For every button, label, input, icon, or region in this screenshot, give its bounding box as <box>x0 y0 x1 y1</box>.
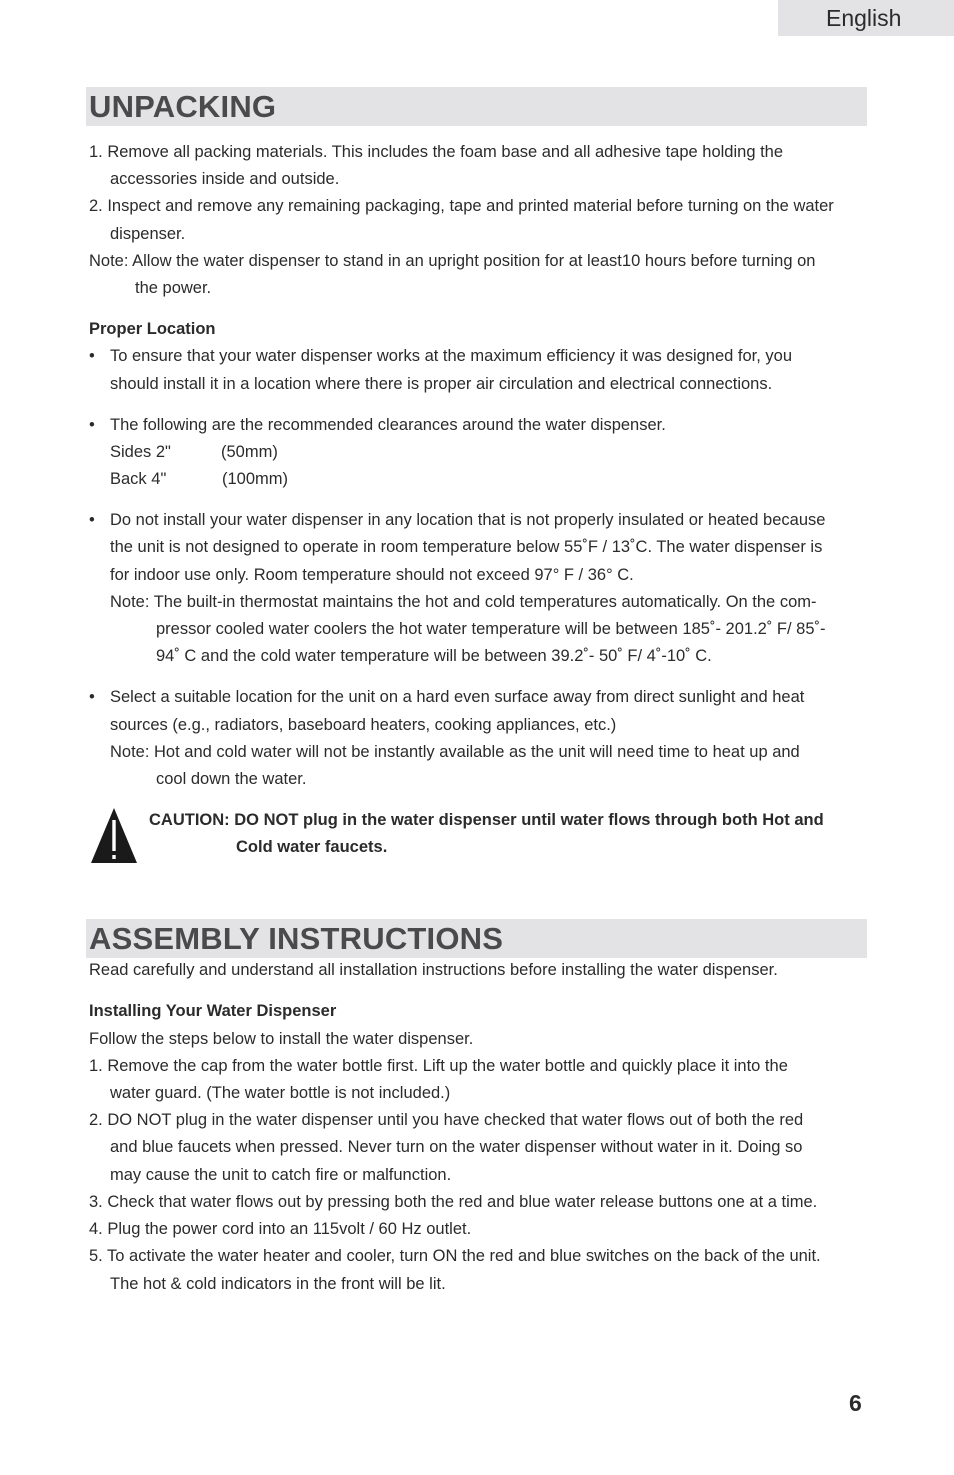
unpacking-step-1-cont: accessories inside and outside. <box>110 170 340 188</box>
assembly-step-3: 3. Check that water flows out by pressing both the red and blue water release buttons one at a time. <box>89 1193 818 1211</box>
clearance-mm: (100mm) <box>222 470 289 488</box>
location-bullet-1-cont: should install it in a location where there is proper air circulation and electrical connections. <box>110 375 773 393</box>
unpacking-step-1: 1. Remove all packing materials. This includes the foam base and all adhesive tape holding the <box>89 143 784 161</box>
thermostat-note-cont: pressor cooled water coolers the hot water temperature will be between 185˚- 201.2˚ F/ 85˚- <box>156 620 826 638</box>
proper-location-heading: Proper Location <box>89 320 216 338</box>
unpacking-note-cont: the power. <box>135 279 212 297</box>
assembly-line: Follow the steps below to install the water dispenser. <box>89 1030 474 1048</box>
location-bullet-1: To ensure that your water dispenser works at the maximum efficiency it was designed for, you <box>110 347 793 365</box>
assembly-step-2: 2. DO NOT plug in the water dispenser until you have checked that water flows out of both the red <box>89 1111 804 1129</box>
unpacking-step-2-cont: dispenser. <box>110 225 186 243</box>
location-bullet-4-cont: sources (e.g., radiators, baseboard heaters, cooking appliances, etc.) <box>110 716 617 734</box>
clearance-side: Sides 2" <box>110 443 171 461</box>
bullet-marker: • <box>89 688 95 706</box>
clearance-side: Back 4" <box>110 470 167 488</box>
assembly-step-5: 5. To activate the water heater and cooler, turn ON the red and blue switches on the back of the unit. <box>89 1247 821 1265</box>
page-number: 6 <box>849 1390 862 1416</box>
assembly-intro: Read carefully and understand all installation instructions before installing the water dispenser. <box>89 961 778 979</box>
caution-text: CAUTION: DO NOT plug in the water dispenser until water flows through both Hot and <box>149 811 824 829</box>
assembly-step-1: 1. Remove the cap from the water bottle first. Lift up the water bottle and quickly place it into the <box>89 1057 788 1075</box>
location-bullet-2: The following are the recommended clearances around the water dispenser. <box>110 416 666 434</box>
language-tab: English <box>778 0 954 36</box>
clearance-mm: (50mm) <box>221 443 278 461</box>
assembly-step-2-cont: may cause the unit to catch fire or malfunction. <box>110 1166 452 1184</box>
installing-heading: Installing Your Water Dispenser <box>89 1002 337 1020</box>
assembly-step-1-cont: water guard. (The water bottle is not included.) <box>110 1084 451 1102</box>
location-bullet-4: Select a suitable location for the unit on a hard even surface away from direct sunlight and heat <box>110 688 805 706</box>
unpacking-note: Note: Allow the water dispenser to stand in an upright position for at least10 hours before turning on <box>89 252 816 270</box>
assembly-step-4: 4. Plug the power cord into an 115volt / 60 Hz outlet. <box>89 1220 472 1238</box>
location-bullet-3: Do not install your water dispenser in any location that is not properly insulated or heated because <box>110 511 826 529</box>
hot-cold-note: Note: Hot and cold water will not be instantly available as the unit will need time to heat up and <box>110 743 800 761</box>
bullet-marker: • <box>89 511 95 529</box>
bullet-marker: • <box>89 347 95 365</box>
thermostat-note: Note: The built-in thermostat maintains the hot and cold temperatures automatically. On the com- <box>110 593 817 611</box>
location-bullet-3-cont: the unit is not designed to operate in room temperature below 55˚F / 13˚C. The water dispenser is <box>110 538 823 556</box>
location-bullet-3-cont: for indoor use only. Room temperature should not exceed 97° F / 36° C. <box>110 566 634 584</box>
hot-cold-note-cont: cool down the water. <box>156 770 307 788</box>
unpacking-heading: UNPACKING <box>86 87 867 126</box>
bullet-marker: • <box>89 416 95 434</box>
warning-triangle-icon <box>90 806 138 864</box>
assembly-step-2-cont: and blue faucets when pressed. Never turn on the water dispenser without water in it. Doing so <box>110 1138 803 1156</box>
assembly-heading: ASSEMBLY INSTRUCTIONS <box>86 919 867 958</box>
unpacking-step-2: 2. Inspect and remove any remaining packaging, tape and printed material before turning on the water <box>89 197 834 215</box>
thermostat-note-cont: 94˚ C and the cold water temperature will be between 39.2˚- 50˚ F/ 4˚-10˚ C. <box>156 647 712 665</box>
assembly-step-5-cont: The hot & cold indicators in the front will be lit. <box>110 1275 446 1293</box>
caution-text-cont: Cold water faucets. <box>236 838 388 856</box>
